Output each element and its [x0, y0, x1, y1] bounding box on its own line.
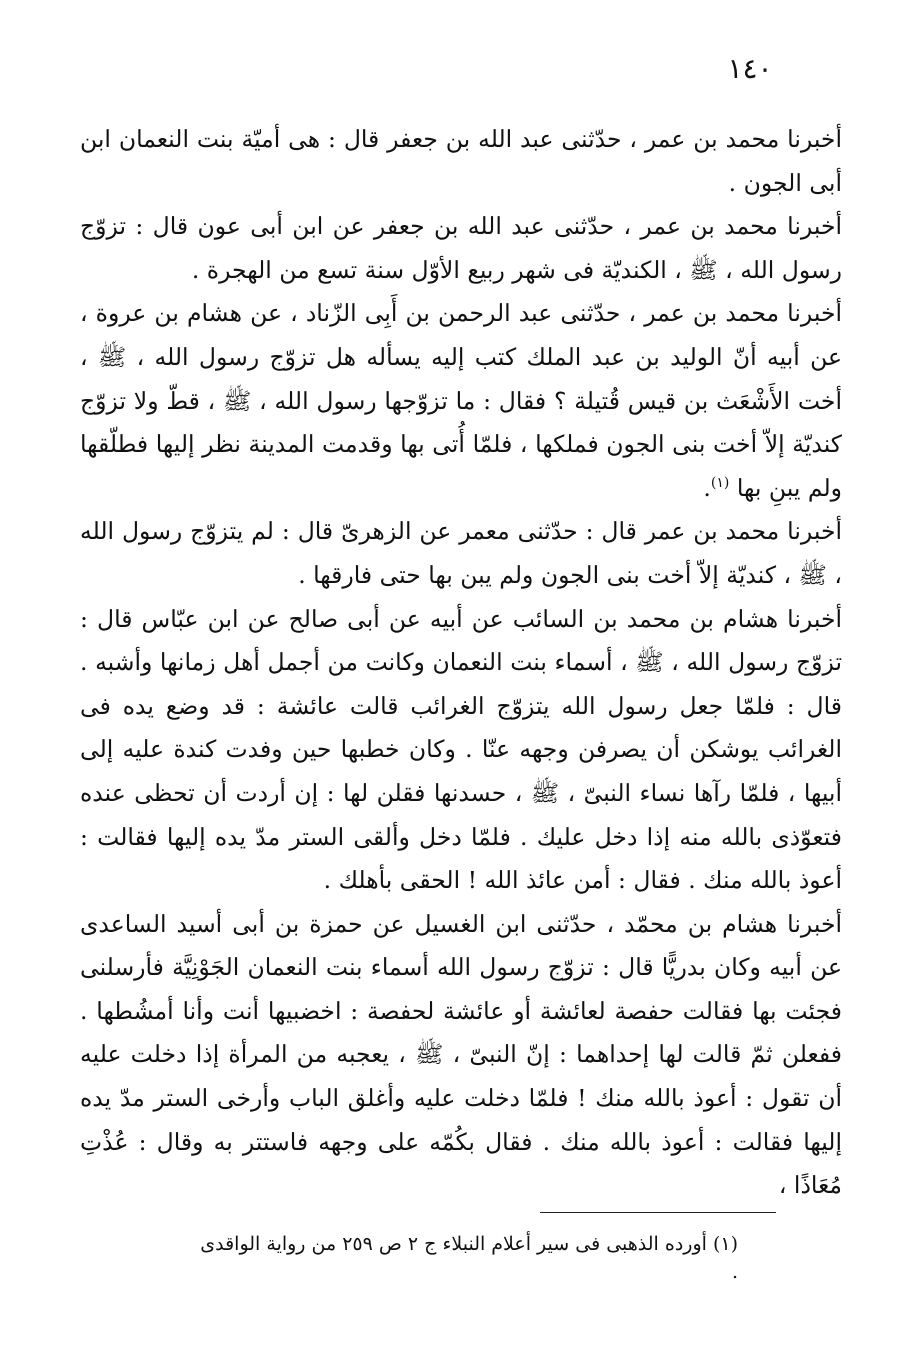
paragraph-3-end: . [703, 473, 711, 502]
main-text [80, 118, 842, 1208]
footnote: (١) أورده الذهبى فى سير أعلام النبلاء ج ٢ ص ٢٥٩ من رواية الواقدى . [200, 1233, 738, 1283]
footnote-reference: (١) [710, 474, 730, 491]
paragraph-3-text: أخبرنا محمد بن عمر ، حدّثنى عبد الرحمن بن أَبِى الزّناد ، عن هشام بن عروة ، عن أبيه أنّ الوليد بن عبد الملك كتب إليه يسأله هل تزوّج رسول الله ، ﷺ ، أخت الأَشْعَث بن قيس قُتيلة ؟ فقال : ما تزوّجها رسول الله ، ﷺ ، قطّ ولا تزوّج كنديّة إلاّ أخت بنى الجون فملكها ، فلمّا أُتى بها وقدمت المدينة نظر إليها فطلّقها ولم يبنِ بها [80, 299, 842, 502]
paragraph-6: أخبرنا هشام بن محمّد ، حدّثنى ابن الغسيل عن حمزة بن أبى أسيد الساعدى عن أبيه وكان بدريًّا قال : تزوّج رسول الله أسماء بنت النعمان الجَوْنِيَّة فأرسلنى فجئت بها فقالت حفصة لعائشة أو عائشة لحفصة : اخضبيها أنت وأنا أمشُطها . ففعلن ثمّ قالت لها إحداهما : إنّ النبىّ ، ﷺ ، يعجبه من المرأة إذا دخلت عليه أن تقول : أعوذ بالله منك ! فلمّا دخلت عليه وأغلق الباب وأرخى الستر مدّ يده إليها فقالت : أعوذ بالله منك . فقال بكُمّه على وجهه فاستتر به وقال : عُذْتِ مُعَاذًا ، [80, 909, 842, 1200]
paragraph-5: أخبرنا هشام بن محمد بن السائب عن أبيه عن أبى صالح عن ابن عبّاس قال : تزوّج رسول الله ، ﷺ ، أسماء بنت النعمان وكانت من أجمل أهل زمانها وأشبه . قال : فلمّا جعل رسول الله يتزوّج الغرائب قالت عائشة : قد وضع يده فى الغرائب يوشكن أن يصرفن وجهه عنّا . وكان خطبها حين وفدت كندة عليه إلى أبيها ، فلمّا رآها نساء النبىّ ، ﷺ ، حسدنها فقلن لها : إن أردت أن تحظى عنده فتعوّذى بالله منه إذا دخل عليك . فلمّا دخل وألقى الستر مدّ يده إليها فقالت : أعوذ بالله منك . فقال : أمن عائذ الله ! الحقى بأهلك . [80, 604, 842, 895]
page-number: ١٤٠ [727, 52, 773, 85]
paragraph-3 [80, 292, 842, 510]
paragraph-4: أخبرنا محمد بن عمر قال : حدّثنى معمر عن الزهرىّ قال : لم يتزوّج رسول الله ، ﷺ ، كنديّة إلاّ أخت بنى الجون ولم يبن بها حتى فارقها . [80, 517, 842, 589]
paragraph-2: أخبرنا محمد بن عمر ، حدّثنى عبد الله بن جعفر عن ابن أبى عون قال : تزوّج رسول الله ، ﷺ ، الكنديّة فى شهر ربيع الأوّل سنة تسع من الهجرة . [80, 212, 842, 284]
paragraph-1: أخبرنا محمد بن عمر ، حدّثنى عبد الله بن جعفر قال : هى أميّة بنت النعمان ابن أبى الجون . [80, 125, 842, 197]
footnote-divider [540, 1212, 776, 1213]
